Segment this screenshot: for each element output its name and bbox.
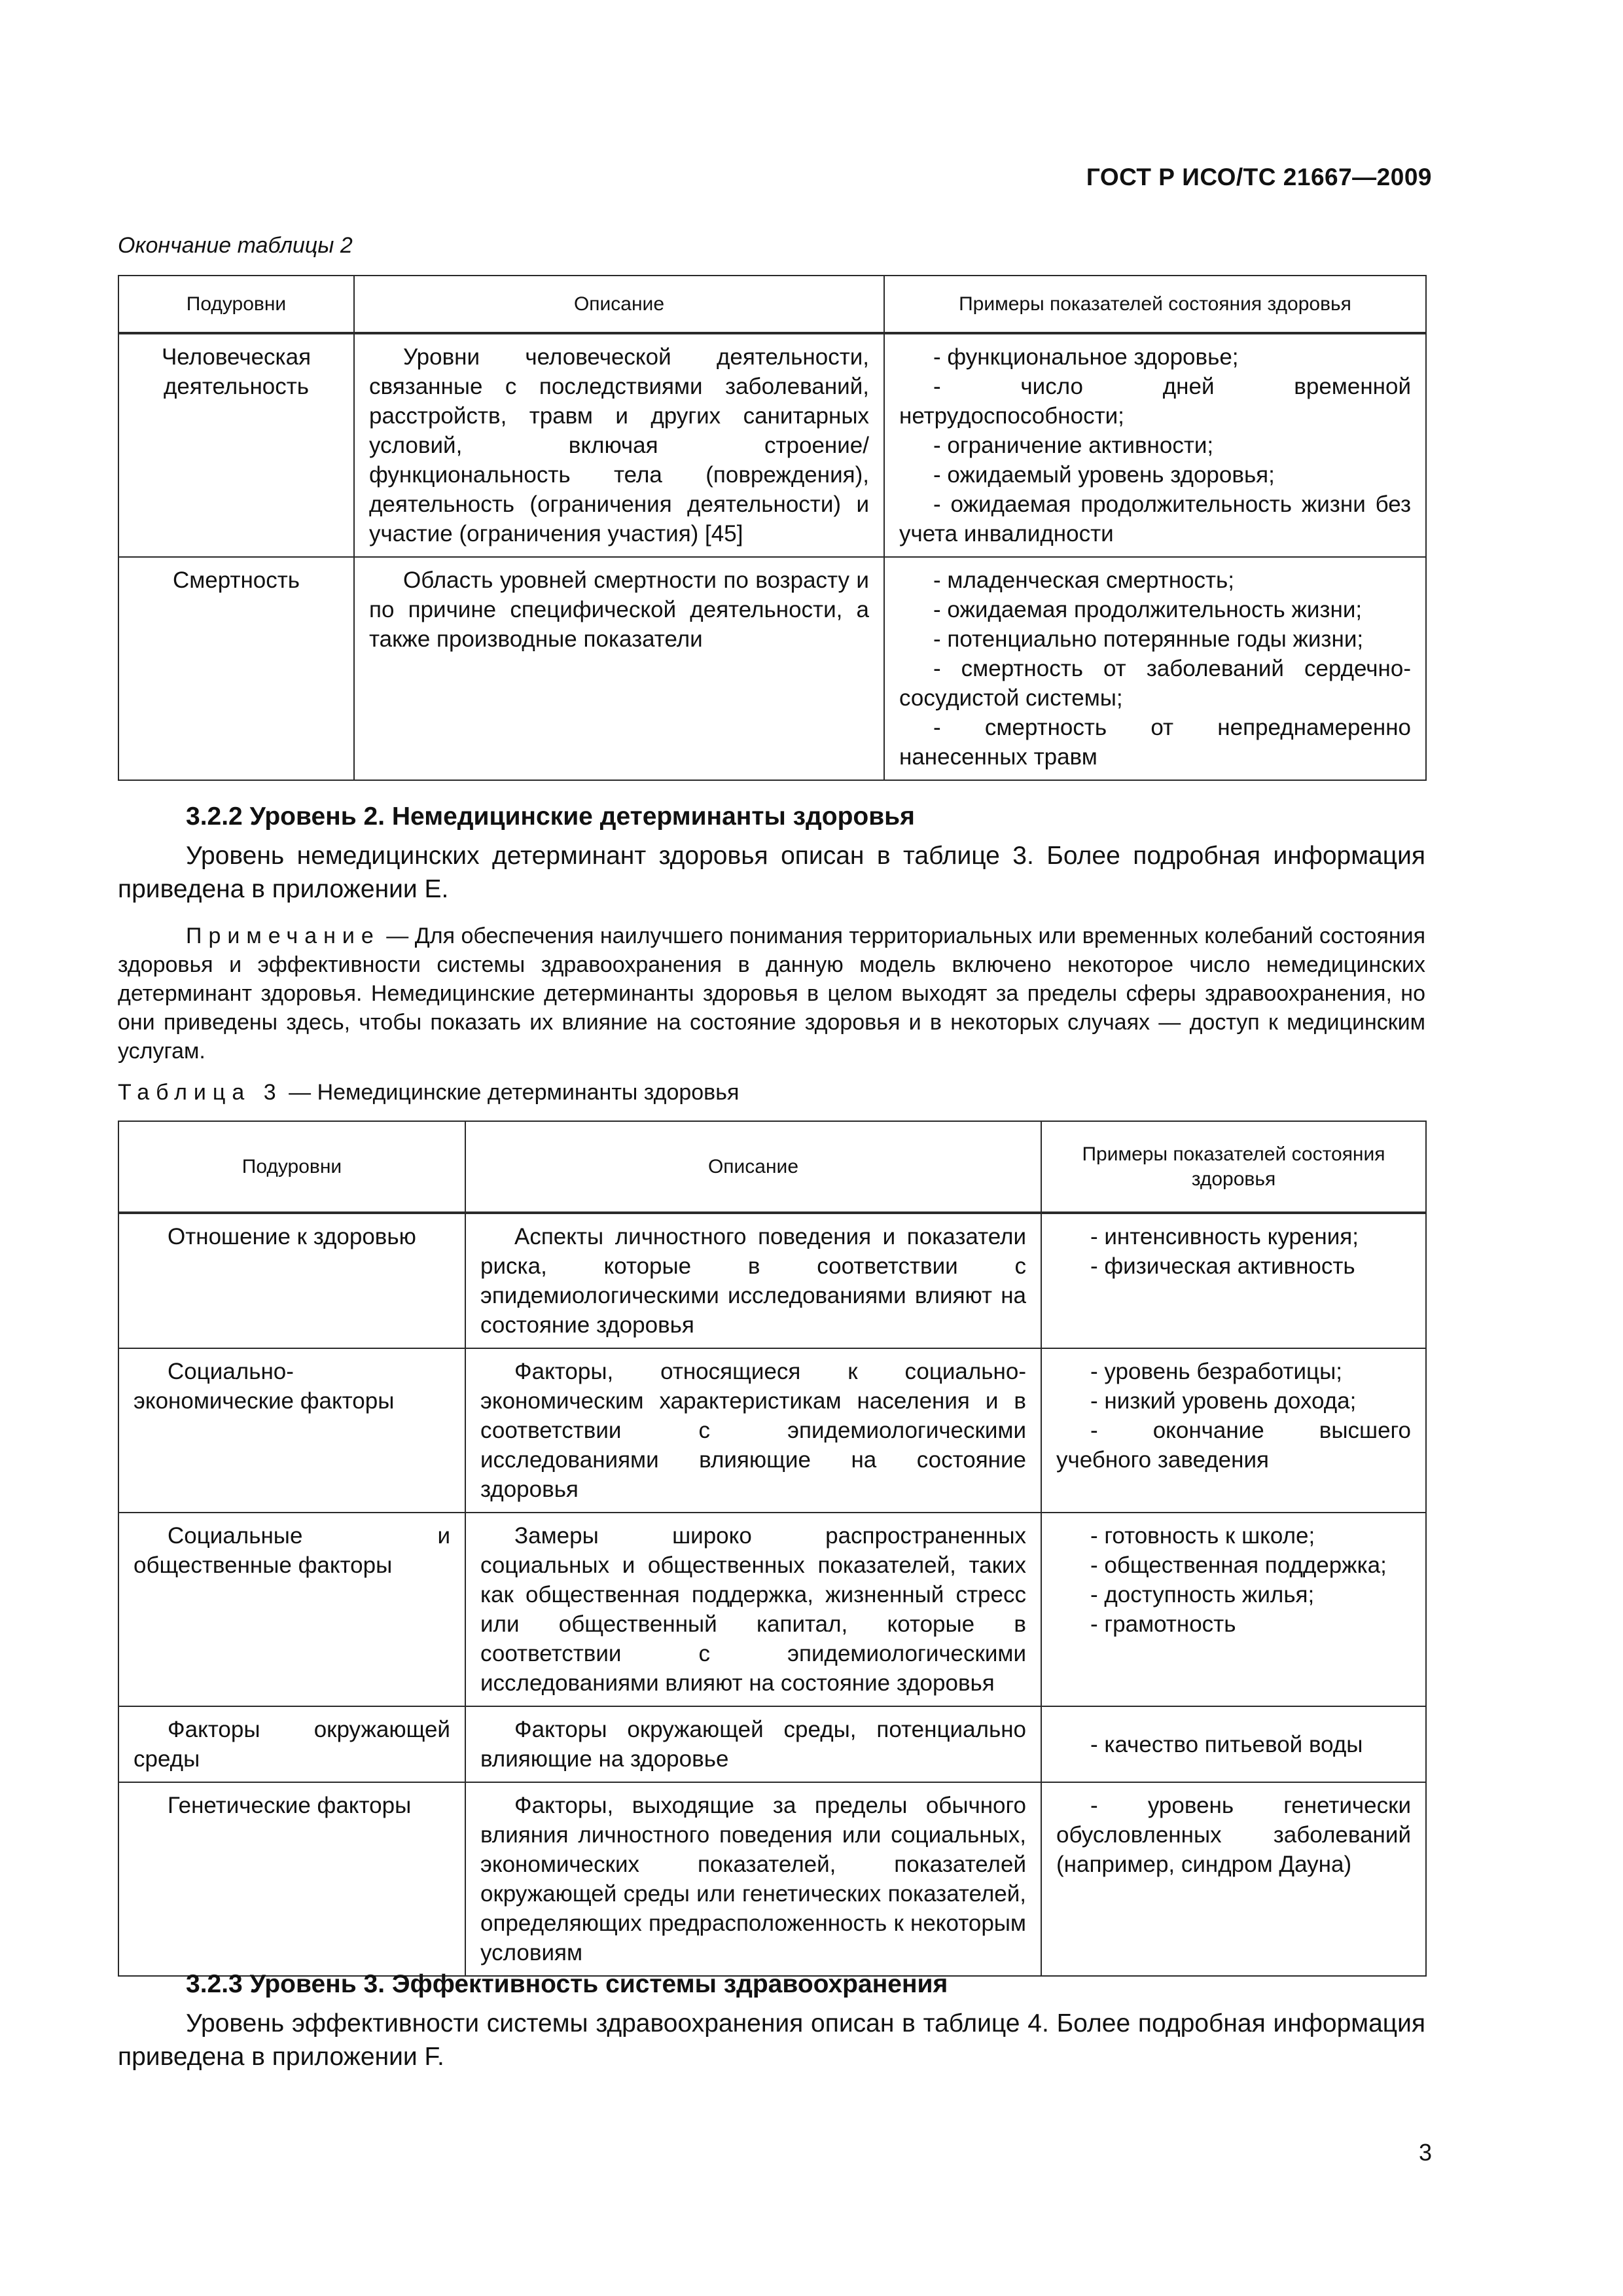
examples-cell — [1041, 1348, 1426, 1513]
example-item: - физическая активность — [1090, 1253, 1355, 1279]
example-item: - смертность от непреднамеренно нанесенных травм — [899, 715, 1411, 770]
table2-header-row — [118, 276, 1426, 333]
sublevel-cell: Смертность — [172, 567, 300, 593]
table3-caption — [118, 1080, 739, 1105]
example-item: - потенциально потерянные годы жизни; — [933, 626, 1364, 652]
table2-col-examples: Примеры показателей состояния здоровья — [884, 276, 1426, 333]
example-item: - качество питьевой воды — [1090, 1731, 1363, 1757]
example-item: - уровень генетически обусловленных заболеваний (например, синдром Дауна) — [1056, 1793, 1411, 1877]
table2-row — [118, 557, 1426, 780]
examples-cell — [884, 333, 1426, 557]
table2-caption: Окончание таблицы 2 — [118, 233, 353, 258]
description-cell: Факторы окружающей среды, потенциально влияющие на здоровье — [480, 1717, 1026, 1772]
note-label: Примечание — [186, 924, 380, 948]
examples-cell — [1041, 1782, 1426, 1976]
example-item: - готовность к школе; — [1090, 1523, 1315, 1549]
table2-col-description: Описание — [354, 276, 884, 333]
description-cell: Замеры широко распространенных социальных и общественных показателей, таких как общественная поддержка, жизненный стресс или общественный капитал, которые в соответствии с эпидемиологическими исследованиями влияют на состояние здоровья — [480, 1523, 1026, 1696]
note-text: — Для обеспечения наилучшего понимания территориальных или временных колебаний состояния здоровья и эффективности системы здравоохранения в данную модель включено некоторое число немедицинских детерминант здоровья. Немедицинские детерминанты здоровья в целом выходят за пределы сферы здравоохранения, но они приведены здесь, чтобы показать их влияние на состояние здоровья и в некоторых случаях — доступ к медицинским услугам. — [118, 924, 1425, 1064]
examples-cell — [884, 557, 1426, 780]
section-322-note — [118, 922, 1425, 1066]
table3-col-examples: Примеры показателей состояния здоровья — [1041, 1121, 1426, 1213]
description-cell: Уровни человеческой деятельности, связанные с последствиями заболеваний, расстройств, травм и других санитарных условий, включая строение/функциональность тела (повреждения), деятельность (ограничения деятельности) и участие (ограничения участия) [45] — [369, 344, 869, 547]
page-number: 3 — [1418, 2139, 1432, 2166]
table3-row — [118, 1706, 1426, 1782]
example-item: - ожидаемый уровень здоровья; — [933, 462, 1275, 488]
document-header: ГОСТ Р ИСО/ТС 21667—2009 — [1086, 164, 1432, 190]
sublevel-cell: Социальные и общественные факторы — [134, 1523, 450, 1578]
example-item: - общественная поддержка; — [1090, 1552, 1387, 1578]
example-item: - смертность от заболеваний сердечно-сосудистой системы; — [899, 656, 1411, 711]
example-item: - окончание высшего учебного заведения — [1056, 1418, 1411, 1473]
table3-row — [118, 1782, 1426, 1976]
example-item: - ожидаемая продолжительность жизни; — [933, 597, 1363, 622]
table2-row — [118, 333, 1426, 557]
sublevel-cell: Человеческая деятельность — [161, 344, 312, 399]
table3-caption-text: — Немедицинские детерминанты здоровья — [282, 1080, 740, 1105]
sublevel-cell: Отношение к здоровью — [168, 1224, 416, 1249]
example-item: - ожидаемая продолжительность жизни без учета инвалидности — [899, 492, 1411, 547]
table3-header-row — [118, 1121, 1426, 1213]
example-item: - уровень безработицы; — [1090, 1359, 1342, 1384]
example-item: - грамотность — [1090, 1611, 1236, 1637]
examples-cell — [1041, 1213, 1426, 1348]
table3-col-sublevels: Подуровни — [118, 1121, 465, 1213]
table3 — [118, 1121, 1427, 1977]
table2-col-sublevels: Подуровни — [118, 276, 354, 333]
example-item: - интенсивность курения; — [1090, 1224, 1359, 1249]
description-cell: Область уровней смертности по возрасту и по причине специфической деятельности, а также производные показатели — [369, 567, 869, 652]
table3-row — [118, 1213, 1426, 1348]
sublevel-cell: Генетические факторы — [168, 1793, 412, 1818]
examples-cell — [1041, 1706, 1426, 1782]
table3-caption-label: Таблица 3 — [118, 1080, 283, 1105]
examples-cell — [1041, 1513, 1426, 1706]
sublevel-cell: Социально-экономические факторы — [134, 1359, 395, 1414]
section-323-paragraph: Уровень эффективности системы здравоохранения описан в таблице 4. Более подробная информация приведена в приложении F. — [118, 2009, 1425, 2071]
section-322-heading: 3.2.2 Уровень 2. Немедицинские детерминанты здоровья — [186, 802, 915, 831]
description-cell: Факторы, выходящие за пределы обычного влияния личностного поведения или социальных, экономических показателей, показателей окружающей среды или генетических показателей, определяющих предрасположенность к некоторым условиям — [480, 1793, 1026, 1965]
example-item: - ограничение активности; — [933, 433, 1214, 458]
section-323-heading: 3.2.3 Уровень 3. Эффективность системы здравоохранения — [186, 1970, 948, 1998]
table3-row — [118, 1348, 1426, 1513]
example-item: - младенческая смертность; — [933, 567, 1235, 593]
example-item: - доступность жилья; — [1090, 1582, 1315, 1607]
sublevel-cell: Факторы окружающей среды — [134, 1717, 450, 1772]
description-cell: Аспекты личностного поведения и показатели риска, которые в соответствии с эпидемиологическими исследованиями влияют на состояние здоровья — [480, 1224, 1026, 1338]
description-cell: Факторы, относящиеся к социально-экономическим характеристикам населения и в соответствии с эпидемиологическими исследованиями влияющие на состояние здоровья — [480, 1359, 1026, 1502]
example-item: - число дней временной нетрудоспособности; — [899, 374, 1411, 429]
table3-row — [118, 1513, 1426, 1706]
table3-col-description: Описание — [465, 1121, 1041, 1213]
section-322-paragraph: Уровень немедицинских детерминант здоровья описан в таблице 3. Более подробная информация приведена в приложении E. — [118, 842, 1425, 903]
table2 — [118, 275, 1427, 781]
example-item: - функциональное здоровье; — [933, 344, 1239, 370]
example-item: - низкий уровень дохода; — [1090, 1388, 1357, 1414]
